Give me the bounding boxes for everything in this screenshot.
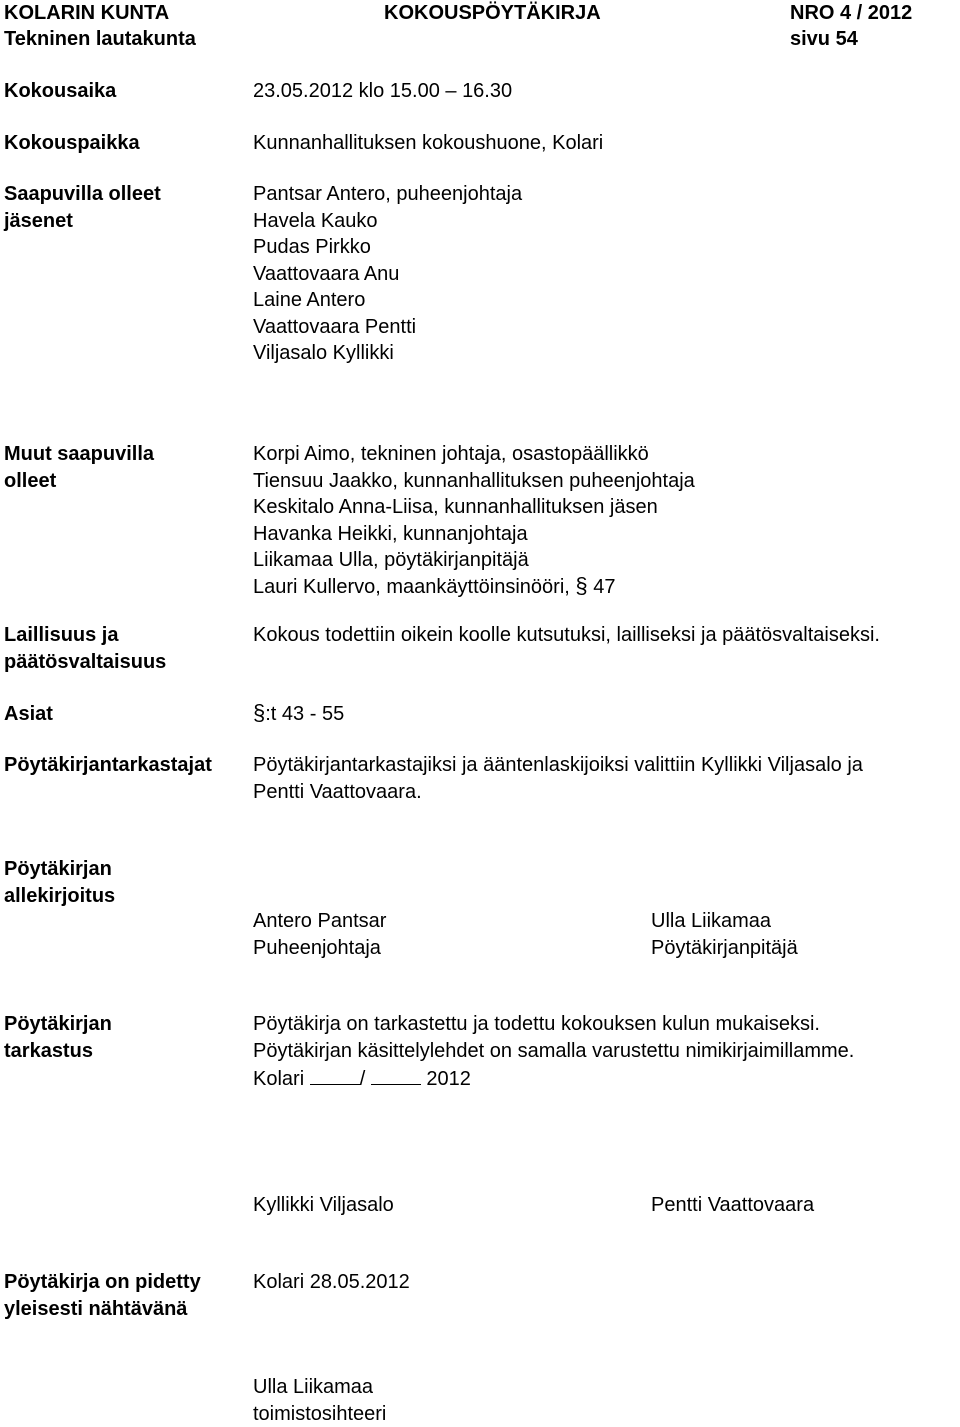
reviewer-one-name: Kyllikki Viljasalo	[253, 1192, 394, 1219]
attendee-name: Tiensuu Jaakko, kunnanhallituksen puheenjohtaja	[253, 468, 695, 495]
chair-title: Puheenjohtaja	[253, 935, 386, 962]
chair-name: Antero Pantsar	[253, 908, 386, 935]
document-number: NRO 4 / 2012	[790, 0, 912, 27]
member-name: Pudas Pirkko	[253, 234, 522, 261]
signature-label	[4, 856, 115, 909]
review-date-line	[253, 1064, 854, 1091]
items-range: :t 43 - 55	[265, 703, 344, 725]
inspectors-label: Pöytäkirjantarkastajat	[4, 752, 212, 779]
board-name: Tekninen lautakunta	[4, 26, 196, 53]
reviewer-two-name: Pentti Vaattovaara	[651, 1192, 814, 1219]
attendee-name: Liikamaa Ulla, pöytäkirjanpitäjä	[253, 547, 695, 574]
document-type: KOKOUSPÖYTÄKIRJA	[384, 0, 601, 27]
members-label	[4, 181, 161, 234]
section-sign-icon: §	[253, 703, 265, 723]
public-display-label-line: Pöytäkirja on pidetty	[4, 1269, 201, 1296]
others-label	[4, 441, 154, 494]
member-name: Viljasalo Kyllikki	[253, 340, 522, 367]
review-year: 2012	[426, 1068, 471, 1090]
others-label-line: olleet	[4, 468, 154, 495]
secretary-name: Ulla Liikamaa	[651, 908, 798, 935]
public-display-label-line: yleisesti nähtävänä	[4, 1296, 201, 1323]
section-reference: 47	[593, 576, 615, 598]
day-blank	[310, 1064, 360, 1085]
items-label: Asiat	[4, 701, 53, 728]
review-text	[253, 1011, 854, 1091]
page-number: sivu 54	[790, 26, 858, 53]
date-separator: /	[360, 1068, 366, 1090]
secretary-signature	[651, 908, 798, 961]
attendee-last-text: Lauri Kullervo, maankäyttöinsinööri,	[253, 576, 570, 598]
signature-label-line: allekirjoitus	[4, 883, 115, 910]
members-label-line: Saapuvilla olleet	[4, 181, 161, 208]
review-line: Pöytäkirja on tarkastettu ja todettu kokouksen kulun mukaiseksi.	[253, 1011, 854, 1038]
quorum-value: Kokous todettiin oikein koolle kutsutuksi, lailliseksi ja päätösvaltaiseksi.	[253, 622, 880, 649]
review-line: Pöytäkirjan käsittelylehdet on samalla varustettu nimikirjaimillamme.	[253, 1038, 854, 1065]
review-label-line: Pöytäkirjan	[4, 1011, 112, 1038]
members-label-line: jäsenet	[4, 208, 161, 235]
meeting-place-label: Kokouspaikka	[4, 130, 140, 157]
review-place: Kolari	[253, 1068, 304, 1090]
attendee-name: Keskitalo Anna-Liisa, kunnanhallituksen jäsen	[253, 494, 695, 521]
meeting-time-value: 23.05.2012 klo 15.00 – 16.30	[253, 78, 512, 105]
attendee-name-with-section	[253, 574, 695, 601]
member-name: Vaattovaara Pentti	[253, 314, 522, 341]
member-name: Pantsar Antero, puheenjohtaja	[253, 181, 522, 208]
others-label-line: Muut saapuvilla	[4, 441, 154, 468]
review-label	[4, 1011, 112, 1064]
quorum-label-line: päätösvaltaisuus	[4, 649, 166, 676]
quorum-label	[4, 622, 166, 675]
secretary-title: Pöytäkirjanpitäjä	[651, 935, 798, 962]
members-list	[253, 181, 522, 367]
public-signer-name: Ulla Liikamaa	[253, 1374, 386, 1401]
section-sign-icon: §	[575, 576, 587, 596]
review-label-line: tarkastus	[4, 1038, 112, 1065]
member-name: Havela Kauko	[253, 208, 522, 235]
municipality-name: KOLARIN KUNTA	[4, 0, 169, 27]
chair-signature	[253, 908, 386, 961]
public-display-value: Kolari 28.05.2012	[253, 1269, 410, 1296]
inspectors-text	[253, 752, 863, 805]
items-value	[253, 701, 344, 728]
inspectors-line: Pentti Vaattovaara.	[253, 779, 863, 806]
inspectors-line: Pöytäkirjantarkastajiksi ja ääntenlaskijoiksi valittiin Kyllikki Viljasalo ja	[253, 752, 863, 779]
meeting-place-value: Kunnanhallituksen kokoushuone, Kolari	[253, 130, 603, 157]
public-signer	[253, 1374, 386, 1427]
others-list	[253, 441, 695, 600]
quorum-label-line: Laillisuus ja	[4, 622, 166, 649]
public-signer-title: toimistosihteeri	[253, 1401, 386, 1427]
member-name: Laine Antero	[253, 287, 522, 314]
public-display-label	[4, 1269, 201, 1322]
signature-label-line: Pöytäkirjan	[4, 856, 115, 883]
month-blank	[371, 1064, 421, 1085]
attendee-name: Korpi Aimo, tekninen johtaja, osastopäällikkö	[253, 441, 695, 468]
meeting-time-label: Kokousaika	[4, 78, 116, 105]
attendee-name: Havanka Heikki, kunnanjohtaja	[253, 521, 695, 548]
member-name: Vaattovaara Anu	[253, 261, 522, 288]
